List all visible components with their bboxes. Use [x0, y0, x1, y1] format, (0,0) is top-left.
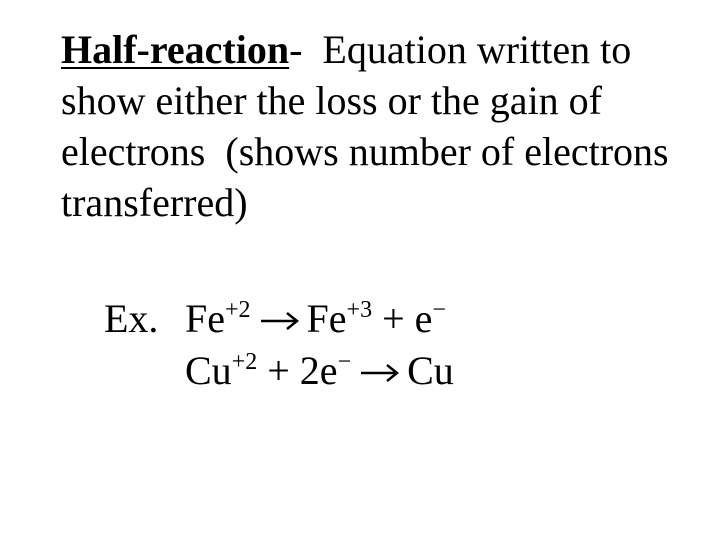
eq1-reactant: Fe: [185, 296, 225, 341]
eq2-reactant: Cu: [185, 348, 232, 393]
eq2-product: Cu: [407, 348, 454, 393]
equation-line-1: [104, 293, 454, 345]
eq1-electron: e: [414, 296, 433, 341]
eq2-electron: 2e: [299, 348, 338, 393]
eq1-product-charge: +3: [346, 297, 373, 323]
example-label: Ex.: [104, 296, 159, 341]
term-separator: -: [289, 27, 303, 72]
eq1-reactant-charge: +2: [225, 297, 251, 323]
right-arrow-icon: [359, 361, 403, 385]
examples-block: [104, 293, 454, 397]
eq1-plus: +: [382, 296, 405, 341]
eq1-product: Fe: [306, 296, 347, 341]
eq2-plus: +: [267, 348, 290, 393]
eq2-reactant-charge: +2: [231, 349, 258, 375]
right-arrow-icon: [259, 309, 303, 333]
equation-line-2: [104, 345, 454, 397]
definition-text: Equation written to show either the loss or the gain of electrons (shows number of electrons transferred): [61, 27, 679, 225]
eq2-electron-charge: −: [337, 349, 352, 375]
term-heading: Half-reaction: [61, 27, 290, 72]
eq1-electron-charge: −: [432, 297, 446, 323]
definition-paragraph: [61, 24, 701, 228]
